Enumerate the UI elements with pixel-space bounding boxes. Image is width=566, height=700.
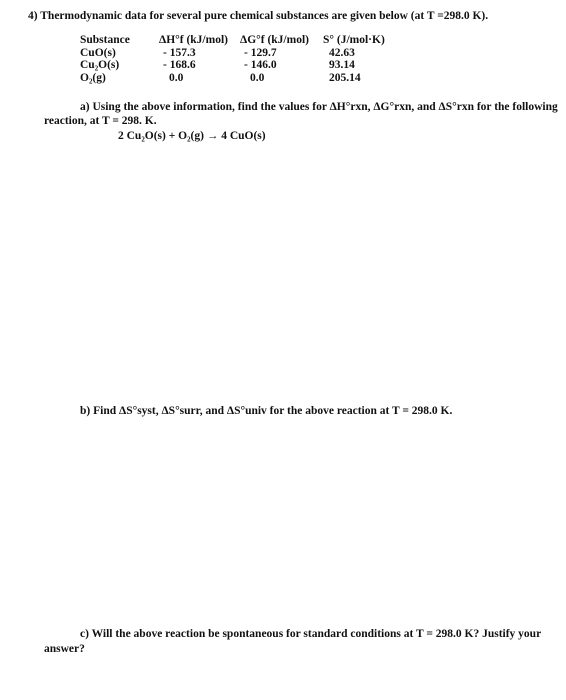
dh-column (159, 34, 228, 84)
row-o2-substance: O₂(g) (80, 71, 106, 84)
header-dh: ΔH°f (kJ/mol) (159, 34, 228, 46)
substance-column (80, 34, 130, 84)
row-cu2o-dh: - 168.6 (163, 59, 196, 72)
header-s: S° (J/mol·K) (323, 34, 385, 46)
header-dg: ΔG°f (kJ/mol) (240, 34, 309, 46)
part-a-reaction: 2 Cu₂O(s) + O₂(g) → 4 CuO(s) (118, 130, 266, 142)
part-c-line1: c) Will the above reaction be spontaneous for standard conditions at T = 298.0 K? Justify your (80, 628, 542, 640)
row-cuo-s: 42.63 (329, 46, 355, 59)
part-a-line2: reaction, at T = 298. K. (44, 115, 157, 127)
row-cuo-dg: - 129.7 (244, 46, 277, 59)
question-title: 4) Thermodynamic data for several pure chemical substances are given below (at T =298.0 K). (28, 10, 489, 22)
row-cu2o-substance: Cu₂O(s) (80, 59, 120, 72)
row-o2-dh: 0.0 (169, 71, 184, 84)
header-substance: Substance (80, 34, 130, 46)
row-cu2o-s: 93.14 (329, 59, 355, 72)
part-a-line1: a) Using the above information, find the values for ΔH°rxn, ΔG°rxn, and ΔS°rxn for the following (80, 101, 558, 113)
row-cuo-dh: - 157.3 (163, 46, 196, 59)
part-b-question: b) Find ΔS°syst, ΔS°surr, and ΔS°univ for the above reaction at T = 298.0 K. (80, 405, 453, 417)
s-column (323, 34, 385, 84)
row-cuo-substance: CuO(s) (80, 46, 116, 59)
dg-column (240, 34, 309, 84)
row-cu2o-dg: - 146.0 (244, 59, 277, 72)
row-o2-s: 205.14 (329, 71, 361, 84)
part-c-line2: answer? (44, 643, 85, 655)
row-o2-dg: 0.0 (250, 71, 265, 84)
